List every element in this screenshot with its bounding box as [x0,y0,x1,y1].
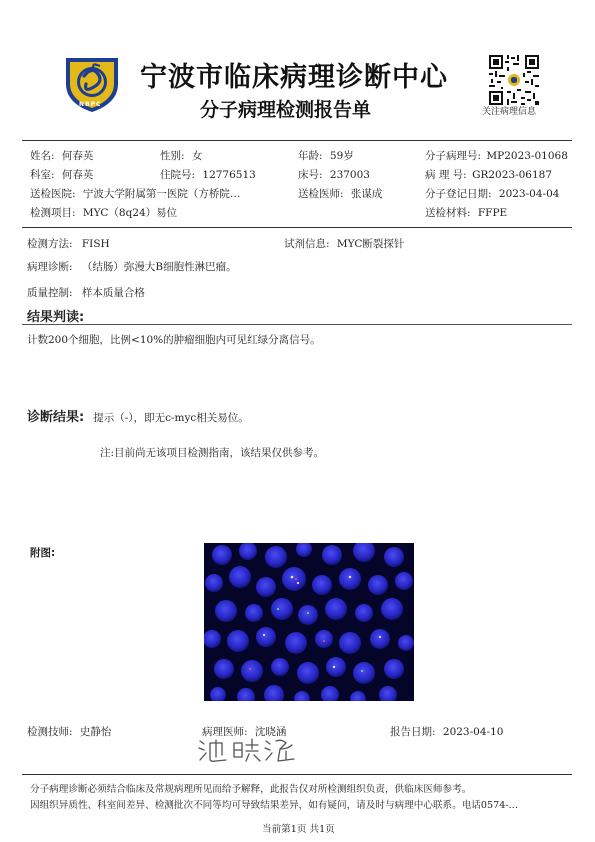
hospital-label: 送检医院: [30,188,76,200]
project-field [30,205,177,220]
info-divider [22,227,572,228]
report-date-label: 报告日期: [390,726,436,738]
reagent-field [284,236,404,251]
hospital-field [30,186,240,201]
qc: 样本质量合格 [81,287,145,299]
logo-text: NBPC [79,101,102,108]
patient-age: 59岁 [329,150,354,162]
doctor-field [298,186,382,201]
figure-label: 附图: [30,547,56,559]
pathologist-label: 病理医师: [202,726,248,738]
diagnosis: （结肠）弥漫大B细胞性淋巴瘤。 [81,261,237,273]
material-field [425,205,507,220]
interpretation-heading: 结果判读: [27,310,85,325]
report-date-field [390,724,503,739]
diagnosis-field [27,259,237,274]
qr-caption: 关注病理信息 [482,107,537,117]
result-line [27,406,249,425]
sex-field [160,148,202,163]
qc-field [27,285,145,300]
method-label: 检测方法: [27,238,73,250]
result-text: 提示（-），即无c-myc相关易位。 [93,412,249,424]
result-heading: 诊断结果: [27,410,85,425]
reg-date: 2023-04-04 [498,188,560,200]
hospital: 宁波大学附属第一医院（方桥院… [82,188,241,200]
handwritten-signature [196,735,300,765]
name-field [30,148,93,163]
mol-path-no-field [425,148,568,163]
bed-field [298,167,370,182]
dept-field [30,167,93,182]
reg-date-label: 分子登记日期: [425,188,492,200]
project-label: 检测项目: [30,207,76,219]
reagent: MYC断裂探针 [336,238,405,250]
result-note: 注:目前尚无该项目检测指南，该结果仅供参考。 [100,447,325,459]
tech-label: 检测技师: [27,726,73,738]
admission-label: 住院号: [160,169,196,181]
mol-path-no: MP2023-01068 [486,150,568,162]
age-field [298,148,354,163]
method-field [27,236,110,251]
footer-divider [22,774,572,775]
qr-code [489,55,539,105]
project: MYC（8q24）易位 [82,207,178,219]
doctor: 张谋成 [350,188,383,200]
reagent-label: 试剂信息: [284,238,330,250]
qc-label: 质量控制: [27,287,73,299]
mol-path-no-label: 分子病理号: [425,150,482,162]
path-no-label: 病 理 号: [425,169,467,181]
age-label: 年龄: [298,150,323,162]
interpretation-divider [22,324,572,325]
report-subtitle: 分子病理检测报告单 [200,99,372,121]
interpretation-text: 计数200个细胞，比例<10%的肿瘤细胞内可见红绿分离信号。 [27,334,321,346]
material-label: 送检材料: [425,207,471,219]
name-label: 姓名: [30,150,55,162]
disclaimer-line-2: 因组织异质性、科室间差异、检测批次不同等均可导致结果差异，如有疑问，请及时与病理中心联系。电话0574-… [30,800,519,811]
bed-label: 床号: [298,169,323,181]
patient-name: 何春英 [61,150,94,162]
header-divider [22,140,572,141]
report-date: 2023-04-10 [442,726,504,738]
pathologist-name: 沈晓涵 [254,726,287,738]
admission-field [160,167,256,182]
fish-image [204,543,414,701]
admission-no: 12776513 [202,169,256,181]
tech-name: 史静怡 [79,726,112,738]
sex-label: 性别: [160,150,185,162]
material: FFPE [477,207,508,219]
path-no: GR2023-06187 [472,169,553,181]
path-no-field [425,167,552,182]
disclaimer-line-1: 分子病理诊断必须结合临床及常规病理所见而给予解释，此报告仅对所检测组织负责，供临床医师参考。 [30,784,472,795]
center-title: 宁波市临床病理诊断中心 [140,62,448,93]
page-number: 当前第1页 共1页 [262,824,335,835]
patient-sex: 女 [191,150,203,162]
bed-no: 237003 [329,169,370,181]
tech-field [27,724,111,739]
patient-dept: 何春英 [61,169,94,181]
reg-date-field [425,186,559,201]
doctor-label: 送检医师: [298,188,344,200]
diagnosis-label: 病理诊断: [27,261,73,273]
method: FISH [81,238,110,250]
dept-label: 科室: [30,169,55,181]
